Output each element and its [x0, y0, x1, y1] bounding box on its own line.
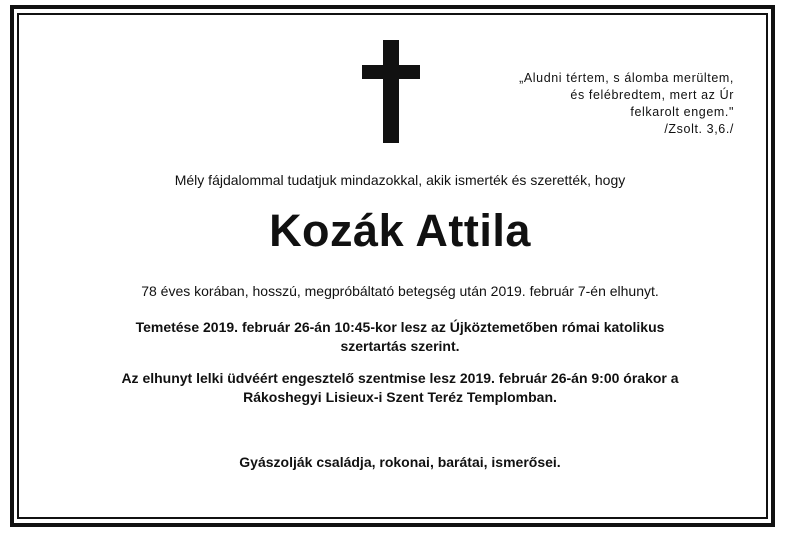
funeral-info: [80, 318, 720, 356]
mourners-text: Gyászolják családja, rokonai, barátai, ismerősei.: [239, 454, 561, 470]
deceased-name: Kozák Attila: [269, 205, 531, 256]
intro-text: Mély fájdalommal tudatjuk mindazokkal, akik ismerték és szerették, hogy: [174, 172, 626, 188]
mass-info: [80, 369, 720, 407]
bible-quote: [470, 70, 734, 138]
cross-horizontal-bar: [362, 65, 420, 79]
cross-vertical-bar: [383, 40, 399, 143]
mass-line: Az elhunyt lelki üdvéért engesztelő szentmise lesz 2019. február 26-án 9:00 órakor a: [121, 370, 679, 386]
funeral-line: szertartás szerint.: [340, 338, 460, 354]
quote-reference: /Zsolt. 3,6./: [664, 122, 734, 136]
quote-line: és felébredtem, mert az Úr: [570, 88, 734, 102]
cross-icon: [362, 40, 420, 143]
death-notice: 78 éves korában, hosszú, megpróbáltató betegség után 2019. február 7-én elhunyt.: [141, 283, 659, 299]
funeral-line: Temetése 2019. február 26-án 10:45-kor lesz az Újköztemetőben római katolikus: [135, 319, 665, 335]
quote-line: „Aludni tértem, s álomba merültem,: [519, 71, 734, 85]
mass-line: Rákoshegyi Lisieux-i Szent Teréz Templomban.: [243, 389, 557, 405]
quote-line: felkarolt engem.": [630, 105, 734, 119]
